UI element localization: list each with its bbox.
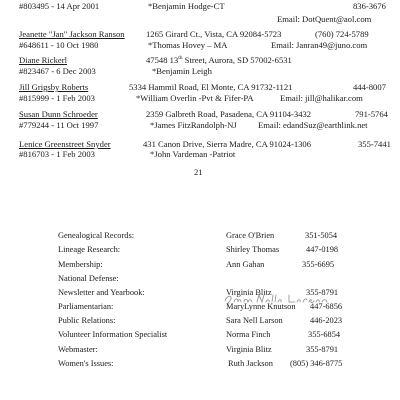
member-address: 47548 13th Street, Aurora, SD 57002-6531 xyxy=(146,55,292,65)
member-address: 5334 Hammil Road, El Monte, CA 91732-1121 xyxy=(129,82,293,92)
member-name: Lenice Greenstreet Snyder xyxy=(19,139,111,149)
member-id-date: #803495 - 14 Apr 2001 xyxy=(19,1,100,11)
member-email: Email: Janran49@juno.com xyxy=(271,40,368,50)
member-phone: (760) 724-5789 xyxy=(315,29,369,39)
chair-role: Parliamentarian: xyxy=(58,302,114,311)
member-name: Jill Grigsby Roberts xyxy=(19,82,89,92)
member-id-date: #823467 - 6 Dec 2003 xyxy=(19,66,96,76)
member-sponsor: *William Overlin -Pvt & Fifer-PA xyxy=(136,93,254,103)
member-phone: 791-5764 xyxy=(355,109,388,119)
member-phone: 355-7441 xyxy=(358,139,391,149)
chair-role: Volunteer Information Specialist xyxy=(58,330,168,339)
chair-name: Ann Gahan xyxy=(226,260,265,269)
member-email: Email: edandSuz@earthlink.net xyxy=(258,120,368,130)
chair-name: Sara Nell Larson xyxy=(226,316,283,325)
member-name: Diane Rickerl xyxy=(19,55,67,65)
chair-name: Virginia Blitz xyxy=(226,288,272,297)
member-id-date: #815999 - 1 Feb 2003 xyxy=(19,93,95,103)
chair-phone: 355-8791 xyxy=(306,288,339,297)
chair-role: Lineage Research: xyxy=(58,245,121,254)
chair-name: MaryLynne Knutson xyxy=(226,302,296,311)
member-id-date: #648611 - 10 Oct 1980 xyxy=(19,40,99,50)
chair-role: Webmaster: xyxy=(58,345,98,354)
member-sponsor: *Benjamin Hodge-CT xyxy=(148,1,225,11)
chair-name: Virginia Blitz xyxy=(226,345,272,354)
member-name: Susan Dunn Schroeder xyxy=(19,109,98,119)
chair-role: Public Relations: xyxy=(58,316,116,325)
chair-role: Genealogical Records: xyxy=(58,231,135,240)
member-email: Email: jill@halikar.com xyxy=(280,93,363,103)
chair-phone: 446-2023 xyxy=(310,316,343,325)
chair-phone: 351-5054 xyxy=(305,231,338,240)
member-sponsor: *Thomas Hovey – MA xyxy=(148,40,228,50)
member-name: Jeanette "Jan" Jackson Ranson xyxy=(19,29,125,39)
member-phone: 444-8007 xyxy=(353,82,386,92)
chair-phone: 355-8791 xyxy=(306,345,339,354)
member-phone: 836-3676 xyxy=(353,1,386,11)
member-address: 431 Canon Drive, Sierra Madre, CA 91024-1306 xyxy=(143,139,312,149)
chair-phone: (805) 346-8775 xyxy=(290,359,343,368)
chair-name: Grace O'Brien xyxy=(226,231,275,240)
member-address: 1265 Girard Ct., Vista, CA 92084-5723 xyxy=(146,29,282,39)
member-id-date: #816703 - 1 Feb 2003 xyxy=(19,149,95,159)
page-number: 21 xyxy=(194,167,203,177)
member-sponsor: *James FitzRandolph-NJ xyxy=(150,120,237,130)
chair-role: Women's Issues: xyxy=(58,359,114,368)
chair-name: Norma Finch xyxy=(226,330,271,339)
chair-phone: 447-6856 xyxy=(310,302,343,311)
chair-name: Shirley Thomas xyxy=(226,245,280,254)
member-email: Email: DotQuent@aol.com xyxy=(277,14,372,24)
member-sponsor: *Benjamin Leigh xyxy=(152,66,212,76)
member-id-date: #779244 - 11 Oct 1997 xyxy=(19,120,99,130)
member-sponsor: *John Vardeman -Patriot xyxy=(150,149,236,159)
chair-phone: 355-6854 xyxy=(308,330,341,339)
chair-name: Ruth Jackson xyxy=(228,359,273,368)
chair-phone: 447-0198 xyxy=(306,245,339,254)
chair-role: National Defense: xyxy=(58,274,119,283)
member-address: 2359 Galbreth Road, Pasadena, CA 91104-3432 xyxy=(146,109,312,119)
chair-phone: 355-6695 xyxy=(302,260,335,269)
chair-role: Membership: xyxy=(58,260,103,269)
chair-role: Newsletter and Yearbook: xyxy=(58,288,145,297)
